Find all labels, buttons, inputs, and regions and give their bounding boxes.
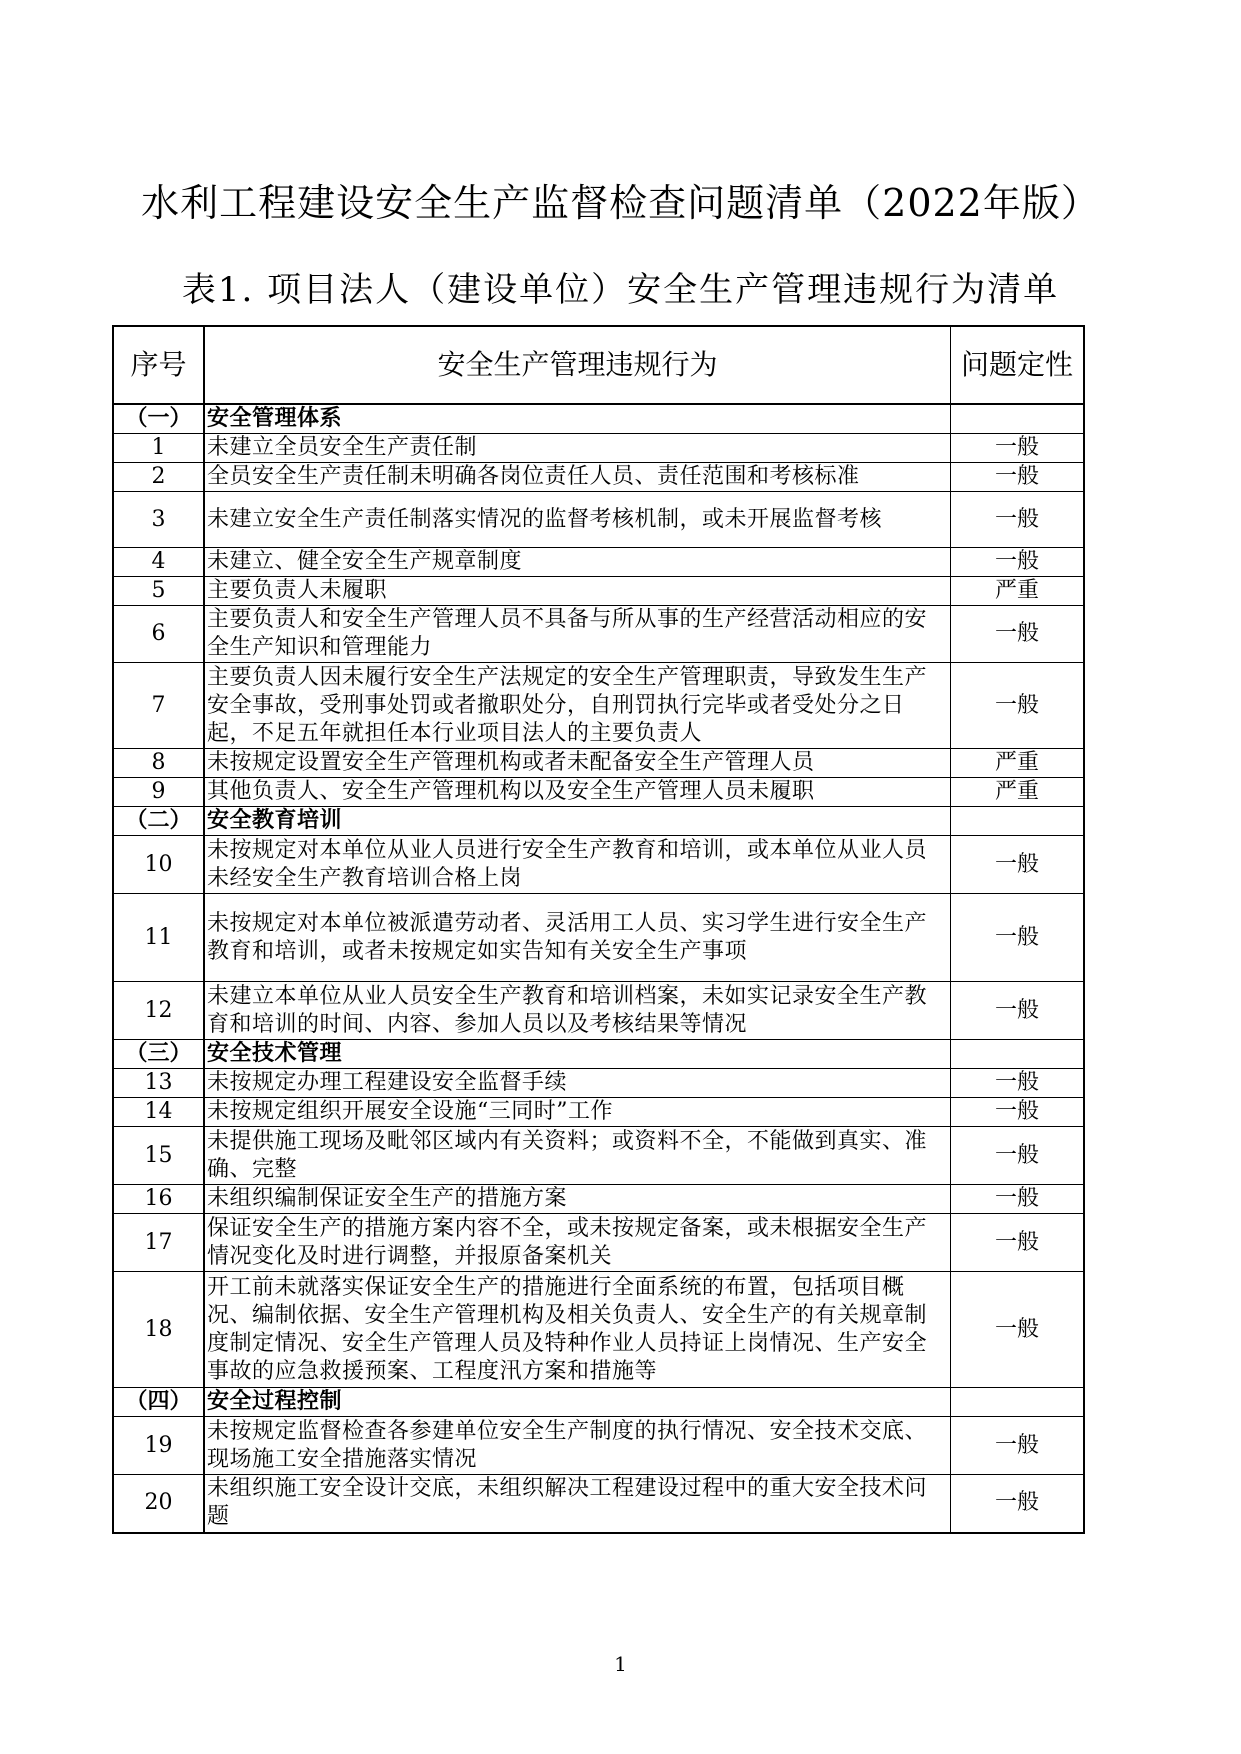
table-row xyxy=(113,492,1084,548)
row-behavior: 主要负责人未履职 xyxy=(204,577,951,606)
row-nature xyxy=(951,807,1085,836)
row-behavior: 其他负责人、安全生产管理机构以及安全生产管理人员未履职 xyxy=(204,778,951,807)
row-nature: 一般 xyxy=(951,982,1085,1040)
row-seq: 16 xyxy=(113,1185,204,1214)
row-behavior: 未组织编制保证安全生产的措施方案 xyxy=(204,1185,951,1214)
table-row xyxy=(113,1185,1084,1214)
table-row xyxy=(113,548,1084,577)
section-row xyxy=(113,807,1084,836)
row-behavior: 主要负责人和安全生产管理人员不具备与所从事的生产经营活动相应的安全生产知识和管理能力 xyxy=(204,606,951,663)
section-title: 安全过程控制 xyxy=(204,1388,951,1417)
row-seq: 17 xyxy=(113,1214,204,1272)
row-seq: 2 xyxy=(113,463,204,492)
row-behavior: 未组织施工安全设计交底，未组织解决工程建设过程中的重大安全技术问题 xyxy=(204,1475,951,1533)
row-behavior: 全员安全生产责任制未明确各岗位责任人员、责任范围和考核标准 xyxy=(204,463,951,492)
row-behavior: 未建立安全生产责任制落实情况的监督考核机制，或未开展监督考核 xyxy=(204,492,951,548)
table-row xyxy=(113,663,1084,749)
row-nature: 一般 xyxy=(951,548,1085,577)
row-nature: 一般 xyxy=(951,1417,1085,1475)
row-seq: （二） xyxy=(113,807,204,836)
row-behavior: 开工前未就落实保证安全生产的措施进行全面系统的布置，包括项目概况、编制依据、安全生产管理机构及相关负责人、安全生产的有关规章制度制定情况、安全生产管理人员及特种作业人员持证上岗情况、生产安全事故的应急救援预案、工程度汛方案和措施等 xyxy=(204,1272,951,1388)
table-row xyxy=(113,577,1084,606)
table-row xyxy=(113,894,1084,982)
page-number: 1 xyxy=(614,1652,627,1676)
table-row xyxy=(113,1475,1084,1533)
table-row xyxy=(113,778,1084,807)
row-seq: 4 xyxy=(113,548,204,577)
section-title: 安全管理体系 xyxy=(204,404,951,434)
row-seq: 10 xyxy=(113,836,204,894)
row-nature: 严重 xyxy=(951,778,1085,807)
row-seq: 5 xyxy=(113,577,204,606)
row-behavior: 主要负责人因未履行安全生产法规定的安全生产管理职责，导致发生生产安全事故，受刑事处罚或者撤职处分，自刑罚执行完毕或者受处分之日起，不足五年就担任本行业项目法人的主要负责人 xyxy=(204,663,951,749)
row-nature: 一般 xyxy=(951,663,1085,749)
row-nature xyxy=(951,1388,1085,1417)
row-nature: 一般 xyxy=(951,1127,1085,1185)
table-header-row xyxy=(113,326,1084,404)
table-row xyxy=(113,1417,1084,1475)
row-behavior: 未按规定办理工程建设安全监督手续 xyxy=(204,1069,951,1098)
row-nature: 一般 xyxy=(951,894,1085,982)
row-behavior: 未按规定监督检查各参建单位安全生产制度的执行情况、安全技术交底、现场施工安全措施落实情况 xyxy=(204,1417,951,1475)
row-seq: 13 xyxy=(113,1069,204,1098)
row-behavior: 保证安全生产的措施方案内容不全，或未按规定备案，或未根据安全生产情况变化及时进行调整，并报原备案机关 xyxy=(204,1214,951,1272)
table-row xyxy=(113,463,1084,492)
section-row xyxy=(113,1040,1084,1069)
header-nature: 问题定性 xyxy=(951,326,1085,404)
row-nature: 一般 xyxy=(951,1069,1085,1098)
row-seq: 14 xyxy=(113,1098,204,1127)
row-nature: 一般 xyxy=(951,1272,1085,1388)
table-row xyxy=(113,836,1084,894)
table-row xyxy=(113,1272,1084,1388)
row-seq: 18 xyxy=(113,1272,204,1388)
row-seq: 1 xyxy=(113,434,204,463)
table-row xyxy=(113,606,1084,663)
table-caption: 表1. 项目法人（建设单位）安全生产管理违规行为清单 xyxy=(181,270,1060,310)
row-seq: 15 xyxy=(113,1127,204,1185)
table-row xyxy=(113,434,1084,463)
table-row xyxy=(113,1214,1084,1272)
row-nature: 一般 xyxy=(951,606,1085,663)
page-title: 水利工程建设安全生产监督检查问题清单（2022年版） xyxy=(141,181,1100,225)
row-nature xyxy=(951,404,1085,434)
violations-table xyxy=(112,325,1085,1534)
row-seq: 8 xyxy=(113,749,204,778)
section-title: 安全教育培训 xyxy=(204,807,951,836)
header-seq: 序号 xyxy=(113,326,204,404)
row-nature: 一般 xyxy=(951,1185,1085,1214)
row-seq: 7 xyxy=(113,663,204,749)
row-behavior: 未建立全员安全生产责任制 xyxy=(204,434,951,463)
table-row xyxy=(113,982,1084,1040)
row-nature: 一般 xyxy=(951,836,1085,894)
row-behavior: 未按规定设置安全生产管理机构或者未配备安全生产管理人员 xyxy=(204,749,951,778)
row-behavior: 未按规定组织开展安全设施“三同时”工作 xyxy=(204,1098,951,1127)
row-seq: 3 xyxy=(113,492,204,548)
row-seq: 6 xyxy=(113,606,204,663)
row-nature: 一般 xyxy=(951,463,1085,492)
row-nature: 严重 xyxy=(951,577,1085,606)
table-row xyxy=(113,749,1084,778)
row-behavior: 未提供施工现场及毗邻区域内有关资料；或资料不全，不能做到真实、准确、完整 xyxy=(204,1127,951,1185)
row-nature: 一般 xyxy=(951,1214,1085,1272)
row-nature: 严重 xyxy=(951,749,1085,778)
row-seq: 9 xyxy=(113,778,204,807)
header-behavior: 安全生产管理违规行为 xyxy=(204,326,951,404)
row-nature: 一般 xyxy=(951,1098,1085,1127)
row-seq: 20 xyxy=(113,1475,204,1533)
row-nature: 一般 xyxy=(951,1475,1085,1533)
row-seq: （一） xyxy=(113,404,204,434)
row-behavior: 未建立本单位从业人员安全生产教育和培训档案，未如实记录安全生产教育和培训的时间、内容、参加人员以及考核结果等情况 xyxy=(204,982,951,1040)
table-row xyxy=(113,1069,1084,1098)
section-title: 安全技术管理 xyxy=(204,1040,951,1069)
row-behavior: 未按规定对本单位被派遣劳动者、灵活用工人员、实习学生进行安全生产教育和培训，或者未按规定如实告知有关安全生产事项 xyxy=(204,894,951,982)
section-row xyxy=(113,404,1084,434)
table-row xyxy=(113,1098,1084,1127)
row-seq: 19 xyxy=(113,1417,204,1475)
section-row xyxy=(113,1388,1084,1417)
row-seq: 12 xyxy=(113,982,204,1040)
row-nature xyxy=(951,1040,1085,1069)
row-behavior: 未按规定对本单位从业人员进行安全生产教育和培训，或本单位从业人员未经安全生产教育培训合格上岗 xyxy=(204,836,951,894)
row-seq: （四） xyxy=(113,1388,204,1417)
row-behavior: 未建立、健全安全生产规章制度 xyxy=(204,548,951,577)
row-nature: 一般 xyxy=(951,434,1085,463)
row-nature: 一般 xyxy=(951,492,1085,548)
row-seq: 11 xyxy=(113,894,204,982)
row-seq: （三） xyxy=(113,1040,204,1069)
table-row xyxy=(113,1127,1084,1185)
